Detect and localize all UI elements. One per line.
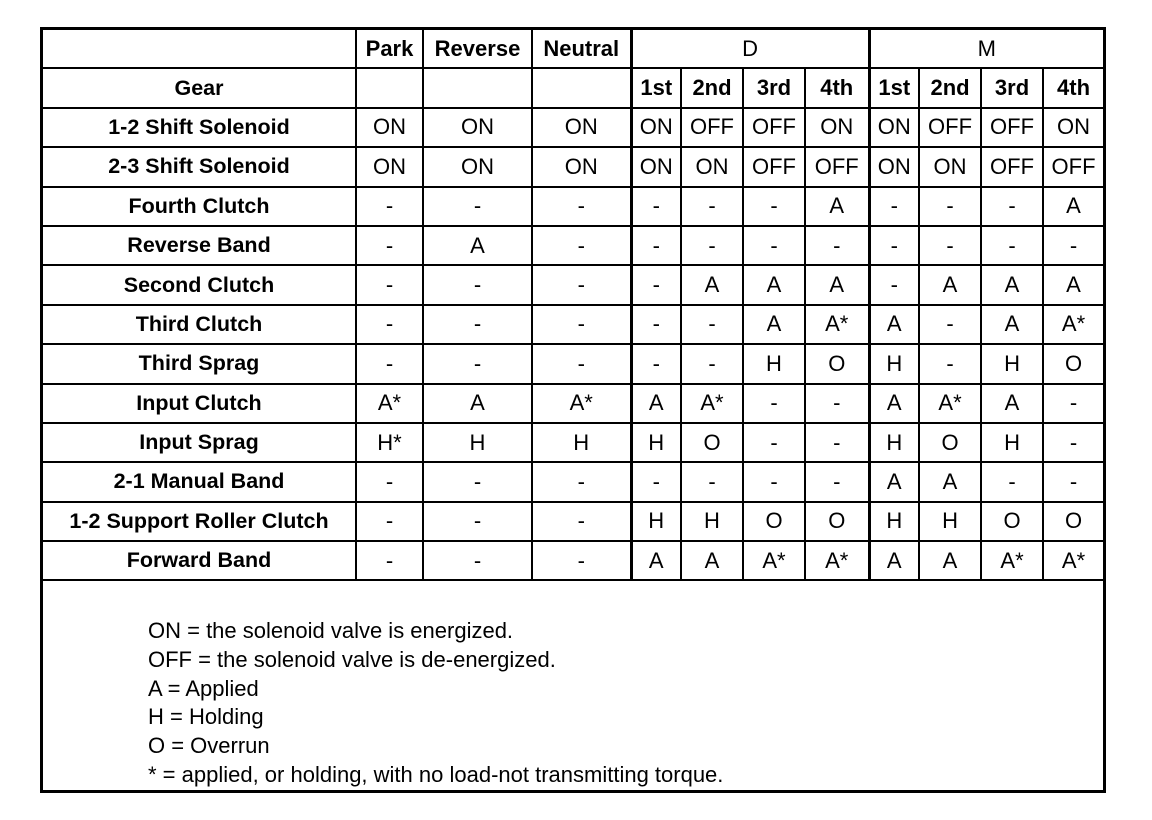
legend-applied: A = Applied: [148, 675, 259, 701]
table-cell: -: [1043, 462, 1103, 501]
table-cell: -: [532, 344, 631, 383]
gear-d-1st: 1st: [631, 68, 681, 107]
gear-d-4th: 4th: [805, 68, 869, 107]
table-cell: -: [532, 462, 631, 501]
table-cell: -: [356, 187, 423, 226]
table-cell: -: [1043, 384, 1103, 423]
row-label: Reverse Band: [43, 226, 356, 265]
header-m: M: [869, 30, 1103, 68]
table-cell: ON: [681, 147, 743, 186]
table-cell: A: [743, 305, 805, 344]
table-cell: -: [869, 226, 919, 265]
gear-m-3rd: 3rd: [981, 68, 1043, 107]
table-cell: -: [743, 384, 805, 423]
table-cell: OFF: [743, 147, 805, 186]
table-cell: A: [869, 541, 919, 580]
table-cell: -: [423, 187, 532, 226]
table-cell: H: [631, 423, 681, 462]
table-row: [43, 541, 1103, 580]
table-cell: A: [1043, 187, 1103, 226]
table-cell: H: [919, 502, 981, 541]
table-cell: A: [981, 384, 1043, 423]
table-cell: A: [1043, 265, 1103, 304]
table-row: [43, 384, 1103, 423]
table-row: [43, 502, 1103, 541]
gear-d-3rd: 3rd: [743, 68, 805, 107]
table-cell: O: [1043, 502, 1103, 541]
table-cell: A: [919, 462, 981, 501]
table-cell: ON: [869, 108, 919, 147]
table-cell: -: [631, 226, 681, 265]
table-cell: OFF: [919, 108, 981, 147]
table-cell: ON: [869, 147, 919, 186]
table-cell: -: [532, 502, 631, 541]
table-cell: ON: [423, 147, 532, 186]
table-cell: -: [681, 462, 743, 501]
table-cell: A: [869, 305, 919, 344]
header-park: Park: [356, 30, 423, 68]
table-cell: ON: [805, 108, 869, 147]
table-row: [43, 344, 1103, 383]
table-cell: O: [919, 423, 981, 462]
table-cell: A*: [805, 305, 869, 344]
table-cell: A*: [1043, 541, 1103, 580]
table-cell: -: [869, 187, 919, 226]
gear-label: Gear: [43, 68, 356, 107]
table-cell: -: [356, 344, 423, 383]
solenoid-clutch-table: [43, 30, 1103, 581]
table-cell: -: [919, 226, 981, 265]
table-cell: -: [631, 305, 681, 344]
table-cell: -: [805, 423, 869, 462]
header-neutral: Neutral: [532, 30, 631, 68]
table-row: [43, 226, 1103, 265]
gear-row: [43, 68, 1103, 107]
table-cell: -: [631, 344, 681, 383]
gear-reverse: [423, 68, 532, 107]
table-cell: -: [805, 226, 869, 265]
table-cell: -: [681, 226, 743, 265]
table-cell: -: [532, 265, 631, 304]
table-cell: -: [532, 305, 631, 344]
row-label: Fourth Clutch: [43, 187, 356, 226]
table-row: [43, 187, 1103, 226]
table-cell: O: [805, 502, 869, 541]
table-cell: A: [919, 265, 981, 304]
gear-m-1st: 1st: [869, 68, 919, 107]
table-cell: -: [919, 344, 981, 383]
legend-off: OFF = the solenoid valve is de-energized.: [148, 646, 556, 672]
gear-m-2nd: 2nd: [919, 68, 981, 107]
table-cell: -: [981, 462, 1043, 501]
row-label: Second Clutch: [43, 265, 356, 304]
table-cell: A*: [356, 384, 423, 423]
table-cell: -: [532, 226, 631, 265]
table-cell: OFF: [1043, 147, 1103, 186]
table-cell: H: [631, 502, 681, 541]
header-reverse: Reverse: [423, 30, 532, 68]
header-row: [43, 30, 1103, 68]
table-cell: A: [805, 187, 869, 226]
row-label: Third Clutch: [43, 305, 356, 344]
row-label: 1-2 Shift Solenoid: [43, 108, 356, 147]
row-label: Third Sprag: [43, 344, 356, 383]
gear-park: [356, 68, 423, 107]
table-cell: -: [743, 226, 805, 265]
table-cell: H: [423, 423, 532, 462]
table-cell: -: [681, 305, 743, 344]
table-cell: -: [1043, 423, 1103, 462]
legend-asterisk: * = applied, or holding, with no load-not transmitting torque.: [148, 761, 724, 787]
table-cell: O: [981, 502, 1043, 541]
table-cell: H: [743, 344, 805, 383]
table-cell: -: [356, 502, 423, 541]
table-cell: A: [631, 384, 681, 423]
table-cell: -: [356, 541, 423, 580]
table-row: [43, 423, 1103, 462]
table-cell: A*: [532, 384, 631, 423]
table-cell: ON: [919, 147, 981, 186]
table-cell: -: [681, 344, 743, 383]
table-cell: ON: [631, 108, 681, 147]
table-cell: O: [681, 423, 743, 462]
table-cell: -: [532, 541, 631, 580]
table-cell: ON: [532, 108, 631, 147]
table-cell: -: [423, 344, 532, 383]
row-label: 2-1 Manual Band: [43, 462, 356, 501]
table-cell: -: [423, 462, 532, 501]
table-cell: -: [1043, 226, 1103, 265]
table-row: [43, 147, 1103, 186]
table-cell: H: [869, 344, 919, 383]
table-cell: -: [631, 265, 681, 304]
table-row: [43, 108, 1103, 147]
table-cell: A: [423, 384, 532, 423]
table-cell: A: [631, 541, 681, 580]
row-label: 2-3 Shift Solenoid: [43, 147, 356, 186]
table-cell: A: [681, 541, 743, 580]
table-cell: H: [532, 423, 631, 462]
table-cell: ON: [1043, 108, 1103, 147]
table-cell: H*: [356, 423, 423, 462]
table-cell: -: [981, 187, 1043, 226]
table-cell: -: [743, 187, 805, 226]
table-cell: -: [423, 502, 532, 541]
table-cell: -: [869, 265, 919, 304]
table-row: [43, 462, 1103, 501]
table-cell: -: [356, 265, 423, 304]
table-cell: -: [805, 462, 869, 501]
table-cell: A*: [1043, 305, 1103, 344]
table-cell: A: [805, 265, 869, 304]
table-cell: -: [356, 462, 423, 501]
table-cell: -: [919, 305, 981, 344]
table-cell: A*: [805, 541, 869, 580]
table-cell: A: [981, 265, 1043, 304]
row-label: Input Sprag: [43, 423, 356, 462]
legend: [148, 617, 723, 790]
table-cell: -: [805, 384, 869, 423]
table-cell: OFF: [805, 147, 869, 186]
legend-holding: H = Holding: [148, 704, 264, 730]
table-cell: H: [981, 423, 1043, 462]
table-cell: A: [423, 226, 532, 265]
row-label: 1-2 Support Roller Clutch: [43, 502, 356, 541]
legend-on: ON = the solenoid valve is energized.: [148, 618, 514, 643]
shift-chart: [40, 27, 1106, 793]
table-cell: OFF: [743, 108, 805, 147]
table-cell: OFF: [981, 147, 1043, 186]
legend-overrun: O = Overrun: [148, 733, 270, 759]
table-cell: -: [423, 541, 532, 580]
table-cell: A*: [743, 541, 805, 580]
table-cell: O: [743, 502, 805, 541]
table-cell: -: [981, 226, 1043, 265]
table-cell: A*: [681, 384, 743, 423]
gear-neutral: [532, 68, 631, 107]
table-cell: A: [919, 541, 981, 580]
table-cell: A*: [919, 384, 981, 423]
table-cell: ON: [532, 147, 631, 186]
table-row: [43, 265, 1103, 304]
table-cell: -: [743, 423, 805, 462]
table-cell: ON: [356, 147, 423, 186]
table-cell: -: [631, 187, 681, 226]
table-cell: -: [631, 462, 681, 501]
table-cell: ON: [356, 108, 423, 147]
table-row: [43, 305, 1103, 344]
table-cell: A: [981, 305, 1043, 344]
table-cell: OFF: [681, 108, 743, 147]
table-cell: ON: [423, 108, 532, 147]
table-cell: H: [869, 423, 919, 462]
table-cell: OFF: [981, 108, 1043, 147]
row-label: Forward Band: [43, 541, 356, 580]
table-cell: A: [869, 384, 919, 423]
table-cell: -: [423, 305, 532, 344]
table-cell: -: [423, 265, 532, 304]
table-cell: H: [869, 502, 919, 541]
row-label: Input Clutch: [43, 384, 356, 423]
table-cell: -: [356, 226, 423, 265]
table-cell: H: [981, 344, 1043, 383]
table-cell: -: [681, 187, 743, 226]
header-d: D: [631, 30, 869, 68]
header-corner: [43, 30, 356, 68]
table-cell: -: [743, 462, 805, 501]
table-cell: A*: [981, 541, 1043, 580]
table-cell: -: [356, 305, 423, 344]
table-cell: H: [681, 502, 743, 541]
table-cell: ON: [631, 147, 681, 186]
table-cell: O: [805, 344, 869, 383]
table-cell: A: [869, 462, 919, 501]
table-cell: O: [1043, 344, 1103, 383]
table-cell: -: [919, 187, 981, 226]
table-cell: A: [681, 265, 743, 304]
table-cell: -: [532, 187, 631, 226]
gear-m-4th: 4th: [1043, 68, 1103, 107]
gear-d-2nd: 2nd: [681, 68, 743, 107]
table-cell: A: [743, 265, 805, 304]
